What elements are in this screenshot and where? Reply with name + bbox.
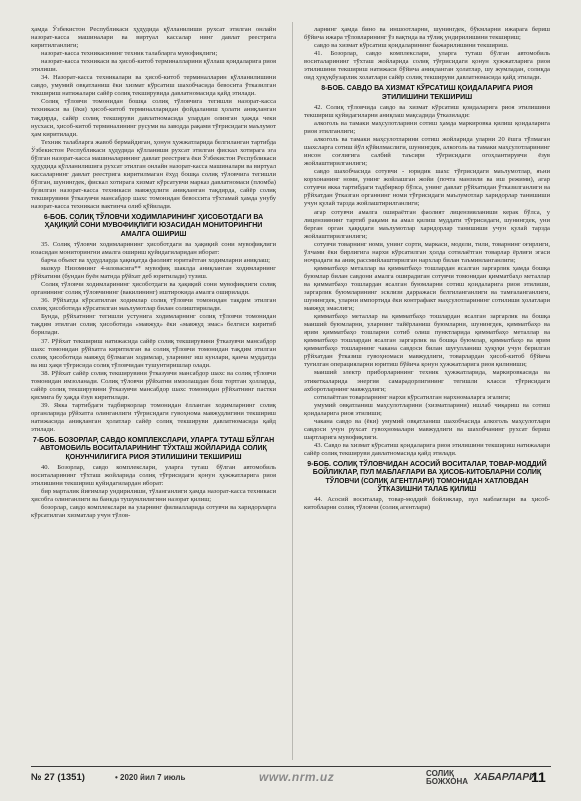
left-text-column	[31, 26, 276, 520]
chapter-heading: 9-БОБ. СОЛИҚ ТЎЛОВЧИДАН АСОСИЙ ВОСИТАЛАР, ТОВАР-МОДДИЙ БОЙЛИКЛАР, ПУЛ МАБЛАҒЛАРИ ВА ҲИСОБ-КИТОБЛАРНИ СОЛИҚ ТЎЛОВЧИ (СОЛИҚ АГЕНТЛАРИ) ТОМОНИДАН ХАТЛОВДАН ЎТКАЗИШНИ ТАЛАБ ҚИЛИШ	[307, 460, 547, 493]
page-number: 11	[531, 769, 546, 785]
column-divider	[292, 22, 293, 760]
logo-line-1: СОЛИҚ	[426, 769, 454, 778]
paragraph: 36. Рўйхатда кўрсатилган ходимлар солиқ тўловчи томонидан тақдим этилган солиқ ҳисоботида кўрсатилган маълумотлар билан солиштирилади.	[31, 297, 276, 313]
paragraph: бир марталик йиғимлар ундирилиши, тўланганлиги ҳамда назорат-касса техникаси ҳисобга олинганлиги ва банкда тушумлилигини назорат қилиш;	[31, 488, 276, 504]
paragraph: мазкур Низомнинг 4-иловасига** мувофиқ шаклда аниқланган ходимларнинг рўйхатини (бундан буён матнда рўйхат деб юритилади) тузиш.	[31, 265, 276, 281]
paragraph: сотилаётган товарларнинг нархи кўрсатилган нархномаларга эгалиги;	[314, 393, 511, 401]
chapter-heading: 7-БОБ. БОЗОРЛАР, САВДО КОМПЛЕКСЛАРИ, УЛАРГА ТУТАШ БЎЛГАН АВТОМОБИЛЬ ВОСИТАЛАРИНИНГ ТЎХТАШ ЖОЙЛАРИДА СОЛИҚ ҚОНУНЧИЛИГИГА РИОЯ ЭТИЛИШИНИ ТЕКШИРИШ	[32, 437, 275, 461]
paragraph: агар сотувчи амалга ошираётган фаолият лицензияланиши керак бўлса, у лицензиянинг тартиб рақами ва амал қилиш муддати тўғрисидаги, шунингдек, уни берган орган ҳақидаги маълумотлар харидорлар танишиши учун қулай тарзда жойлаштирилганлиги;	[304, 208, 550, 240]
paragraph: маиший электр приборларининг техник ҳужжатларида, маркировкасида ва этикеткаларида энергия самарадорлигининг тегишли класси тўғрисидаги ахборотларнинг мавжудлиги;	[304, 369, 550, 393]
issue-date: • 2020 йил 7 июль	[115, 773, 186, 782]
paragraph: 37. Рўйхат текшириш натижасида сайёр солиқ текширувини ўтказувчи мансабдор шахс томонидан рўйхатга киритилган ва солиқ тўловчи томонидан тақдим этилган солиқ ҳисоботида мавжуд бўлмаган ходимлар, уларнинг иш кунлари, қанча муддатда ва иш ҳақи тўғрисида солиқ тўловчидан тушунтиришлар олади.	[31, 337, 276, 369]
paragraph: Техник талабларга жавоб бермайдиган, ҳонун ҳужжатларида белгиланган тартибда Ўзбекистон Республикаси ҳудудида қўлланиши рухсат этилган фискал хотирага эга бўлган назорат-касса машиналарининг давлат реестрига ёки Ўзбекистон Республикаси ҳудудида қўлланилишига рухсат этилган онлайн назорат-касса машиналари ва виртуал кассаларнинг давлат реестрига киритилмаган ёхуд бошқа солиқ тўловчига тегишли бўлган, шунингдек, фискал хотирага хизмат кўрсатувчи марказ давлатномаси (пломба) бузилган назорат-касса техникаси мавжудлиги аниқланган тақдирда, сайёр солиқ текширувини ўтказувчи мансабдор шахс томонидан бевоссита тўхтамай ҳамда унубу назорат-касса техникаси вактинча олиб қўйилади.	[31, 138, 276, 211]
paragraph: сотувчи товарнинг номи, унинг сорти, маркаси, модели, тили, товарнинг оғирлиги, ўлчами ёки бирлигига нархи кўрсатилган ҳолда сотилаётган товарлар ёрлиғи эгаси ночрадаги ва аниқ рассмийлаштирилган нархлар билан таъминланганлиги;	[304, 240, 550, 264]
paragraph: савдо ва хизмат кўрсатиш қоидаларининг бажарилишини текшириш.	[314, 42, 509, 50]
paragraph: 39. Якка тартибдаги тадбиркорлар томонидан ёлланган ходимларнинг солиқ органларида рўйхатга олинганлиги тўғрисидаги гувоҳнома мавжудлигини текшириш натижасида аниқланган ҳолатлар сайёр солиқ текшируви давлатномасида қайд этилади.	[31, 401, 276, 434]
paragraph: бозорлар, савдо комплекслари ва уларнинг филиалларида сотувчи ва харидорларга кўрсатилган хизматлар учун тўлов-	[31, 504, 276, 520]
paragraph: Бунда, рўйхатнинг тегишли устунига ходимларнинг солиқ тўловчи томонидан тақдим этилган солиқ ҳисоботида «мавжуд» ёки «мавжуд эмас» белгиси киритиб борилади.	[31, 313, 276, 337]
paragraph: барча объект ва ҳудудларда ҳақиқатда фаолият юритаётган ходимларни аниқлаш;	[41, 257, 270, 265]
paragraph: умумий овқатланиш маҳсулотларини (хизматларини) ишлаб чиқариш ва сотиш қоидаларига риоя этилиши;	[304, 401, 550, 417]
paragraph: 35. Солиқ тўловчи ходимларининг ҳисоботдаги ва ҳақиқий сони мувофиқлиги юзасидан мониторингни амалга ошириш қуйидагиларидан иборат:	[31, 240, 276, 257]
paragraph: қимматбаҳо металлар ва қимматбаҳо тошлардан ясалган заргарлик ва бошқа маиший буюмларни, уларнинг тайёрланиш буюмларни, шунингдек, қимматбаҳо ва ярим қимматбаҳо тошларни сотиб олиш пунктларида қимматбаҳо металлар ва қимматбаҳо тошлардан ясалган заргарлик ва бошқа буюмлар, қимматбаҳо ва ярим қимматбаҳо тошларнинг чакана савдоси билан шуғулланиш ҳуқуқи учун берилган рўйхатдан ўтказиш гувоҳномаси мавжудлиги, товарлардан ҳисоб-китоб бўйича туғилган операцияларни юритиш бўйича қонун ҳужжатларига риоя қилиниши;	[304, 313, 550, 369]
paragraph: Солиқ тўловчи томонидан бошқа солиқ тўловчига тегишли назорат-касса техникаси ва (ёки) ҳисоб-китоб терминалларидан фойдаланиш ҳолати аниқланган тақдирда, сайёр солиқ текшируви давлатномасида улардан олинган ҳажда чеки нусхаси, ҳисоб-китоб терминалининг русуми ва заводда рақами тўғрисидаги маълумот ҳам киритилади.	[31, 98, 276, 138]
paragraph: 42. Солиқ тўловчида савдо ва хизмат кўрсатиш қоидаларига риоя этилишини текшириш қуйидагиларни аниқлаш мақсадида ўтказилади:	[304, 103, 550, 119]
right-text-column	[304, 26, 550, 512]
chapter-heading: 6-БОБ. СОЛИҚ ТЎЛОВЧИ ХОДИМЛАРИНИНГ ҲИСОБОТДАГИ ВА ҲАҚИҚИЙ СОНИ МУВОФИҚЛИГИ ЮЗАСИДАН МОНИТОРИНГНИ АМАЛГА ОШИРИШ	[43, 214, 264, 238]
publication-logo	[426, 769, 537, 787]
issue-number: № 27 (1351)	[31, 772, 85, 783]
paragraph: 34. Назорат-касса техникалари ва ҳисоб-китоб терминалларин қўлланилишини савдо, умумий овқатланиш ёки хизмат кўрсатиш шахобчасида бевосита ўтказилган текшириш натижалари сайёр солиқ текширувида давлатномасида қайд этилади.	[31, 74, 276, 98]
paragraph: Солиқ тўловчи ходимларининг ҳисоботдаги ва ҳақиқий сони мувофиқлиги солиқ органининг солиқ тўловчининг (вакилининг) иштирокида амалга оширилади.	[31, 281, 276, 297]
paragraph: 41. Бозорлар, савдо комплекслари, уларга туташ бўлган автомобиль воситаларининг тўхташ жойларида солиқ тўғрисидаги қонун ҳужжатларига риоя этилишини текшириш натижаси бўйича аниқланган ҳолатлар, шу жумладан, солиқда оид ҳуқуқбузарлик холатлари сайёр солиқ текшируви давлатномасида қайд этилади.	[304, 50, 550, 82]
paragraph: ларнинг ҳамда бино ва иншоотларни, шунингдек, бўкмларни ижарага бериш бўйича ижара тўловларининг ўз вақтида ва тўлиқ ундирилишини текшириш;	[304, 26, 550, 42]
paragraph: алкоголь ва тамаки маҳсулотларини сотиш жойларида уларни 20 ёшга тўлмаган шахсларга сотиш йўл қўйилмаслиги, шунингдек, алкоголь ва тамаки маҳсулотларининг инсон соғлиғига салбий таъсири тўғрисидаги огоҳлантирувчи ёзув жойлаштирилганлиги;	[304, 136, 550, 168]
page-footer	[31, 766, 551, 789]
paragraph: 40. Бозорлар, савдо комплекслари, уларга туташ бўлган автомобиль воситаларининг тўхташ жойларида солиқ тўғрисидаги қонун ҳужжатларига риоя этилишини текшириш қуйидагилардан иборат:	[31, 463, 276, 488]
paragraph: савдо шахобчасида сотувчи - юридик шахс тўғрисидаги маълумотлар, яъни корхонанинг номи, унинг жойлашган жойи (почта манзили ва иш режими), агар сотувчи якка тартибдаги тадбиркор бўлса, унинг давлат рўйхатидан ўтказилганлиги ва рўйхатдан ўтказган органнинг номи тўғрисидаги маълумотлар харидорлар танишиши учун қулай тарзда жойлаштирилганлиги;	[304, 168, 550, 208]
logo-line-3: ХАБАРЛАРИ	[474, 772, 537, 783]
paragraph: 44. Асосий воситалар, товар-моддий бойликлар, пул маблағлари ва ҳисоб-китобларни солиқ тўловчи (солиқ агентлари)	[304, 496, 550, 512]
paragraph: назорат-касса техникасининг техник талабларга мувофиқлиги;	[41, 50, 218, 58]
paragraph: алкоголь ва тамаки маҳсулотларини сотиш ҳамда маркировка қилиш қоидаларига риоя этилганлиги;	[304, 120, 550, 136]
chapter-heading: 8-БОБ. САВДО ВА ХИЗМАТ КЎРСАТИШ ҚОИДАЛАРИГА РИОЯ ЭТИЛИШИНИ ТЕКШИРИШ	[321, 85, 533, 101]
paragraph: 43. Савдо ва хизмат кўрсатиш қоидаларига риоя этилишини текшириш натижалари сайёр солиқ текшируви давлатномасида қайд этилади.	[304, 441, 550, 457]
logo-line-2: БОЖХОНА	[426, 777, 469, 786]
paragraph: қимматбаҳо металлар ва қимматбаҳо тошлардан ясалган заргарлик ҳамда бошқа буюмлар билан савдони амалга оширадиган сотувчи томонидан қимматбаҳо металлар ва қимматбаҳо тошлардан ясалган буюмларни сотиш қоидаларига риоя этилиши, заргарлик буюмларининг эсклизи дарражаси белгиланганлиги ва тамғаланганлиги, шунингдек, уларни импортида ёки контрафакт маҳсулотларининг сотилиши ҳолатлари мавжуд эмаслиги;	[304, 264, 550, 313]
website-link[interactable]: www.nrm.uz	[259, 770, 335, 784]
paragraph: назорат-касса техникаси ва ҳисоб-китоб терминалларини қўллаш қоидаларига риоя этилиши.	[31, 58, 276, 74]
paragraph: 38. Рўйхат сайёр солиқ текширувини ўтказувчи мансабдор шахс ва солиқ тўловчи томонидан имзоланади. Солиқ тўловчи рўйхатни имзолашдан бош тортган ҳолларда, сайёр солиқ текширувини ўтказувчи мансабдор шахс томонидан рўйхатнинг пастки қисмига бу ҳақда ёзув киритилади.	[31, 369, 276, 401]
paragraph: ҳамда Ўзбекистон Республикаси ҳудудида қўлланилиши рухсат этилган онлайн назорат-касса машиналари ва виртуал кассалар нинг давлат реестрига киритилганлиги;	[31, 26, 276, 50]
paragraph: чакана савдо ва (ёки) умумий овқатланиш шахобчасида алкоголь маҳсулотлари савдоси учун рухсат гувоҳномалари мавжудлиги ва шахобчанинг рухсат бериш шартларига мувофиқлиги.	[304, 417, 550, 441]
